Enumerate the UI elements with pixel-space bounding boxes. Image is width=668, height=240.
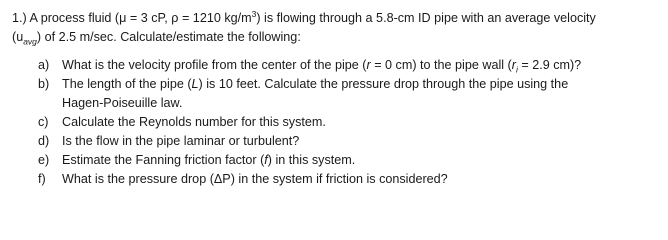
- question-marker: c): [38, 115, 49, 129]
- question-text: The length of the pipe (L) is 10 feet. Calculate the pressure drop through the pipe using the Hagen-Poiseuille law.: [62, 75, 660, 113]
- question-item-d: [38, 132, 660, 151]
- question-text: Estimate the Fanning friction factor (f) in this system.: [62, 153, 356, 167]
- cubic-exponent: 3: [251, 8, 257, 19]
- question-item-e: [38, 151, 660, 170]
- intro-text: A process fluid (μ = 3 cP, ρ = 1210 kg/m: [29, 11, 252, 25]
- intro-text: (u: [12, 30, 24, 44]
- question-list: [12, 56, 660, 189]
- question-text-continued: Hagen-Poiseuille law.: [62, 96, 183, 110]
- f-variable: f: [264, 153, 268, 167]
- ri-variable: r: [511, 58, 516, 72]
- question-marker: d): [38, 134, 50, 148]
- avg-subscript: avg: [23, 36, 37, 47]
- question-item-a: [38, 56, 660, 75]
- question-marker: b): [38, 77, 50, 91]
- intro-line-2: [12, 28, 660, 47]
- question-item-f: [38, 170, 660, 189]
- intro-text: ) of 2.5 m/sec. Calculate/estimate the following:: [36, 30, 301, 44]
- question-marker: a): [38, 58, 50, 72]
- question-item-c: [38, 113, 660, 132]
- r-variable: r: [366, 58, 371, 72]
- intro-line-1: [12, 9, 660, 28]
- problem-number: 1.): [12, 11, 27, 25]
- question-text: What is the velocity profile from the center of the pipe (r = 0 cm) to the pipe wall ($r_i = 2.9$ cm)?: [62, 58, 582, 75]
- question-text: Is the flow in the pipe laminar or turbulent?: [62, 134, 300, 148]
- problem-intro: [12, 9, 660, 47]
- L-variable: L: [191, 77, 199, 91]
- question-item-b: [38, 75, 660, 113]
- question-marker: f): [38, 172, 46, 186]
- question-text: What is the pressure drop (ΔP) in the system if friction is considered?: [62, 172, 448, 186]
- question-text: Calculate the Reynolds number for this system.: [62, 115, 326, 129]
- question-marker: e): [38, 153, 50, 167]
- problem-statement: [12, 9, 660, 189]
- ri-subscript: i: [515, 64, 518, 75]
- intro-text: ) is flowing through a 5.8-cm ID pipe with an average velocity: [256, 11, 596, 25]
